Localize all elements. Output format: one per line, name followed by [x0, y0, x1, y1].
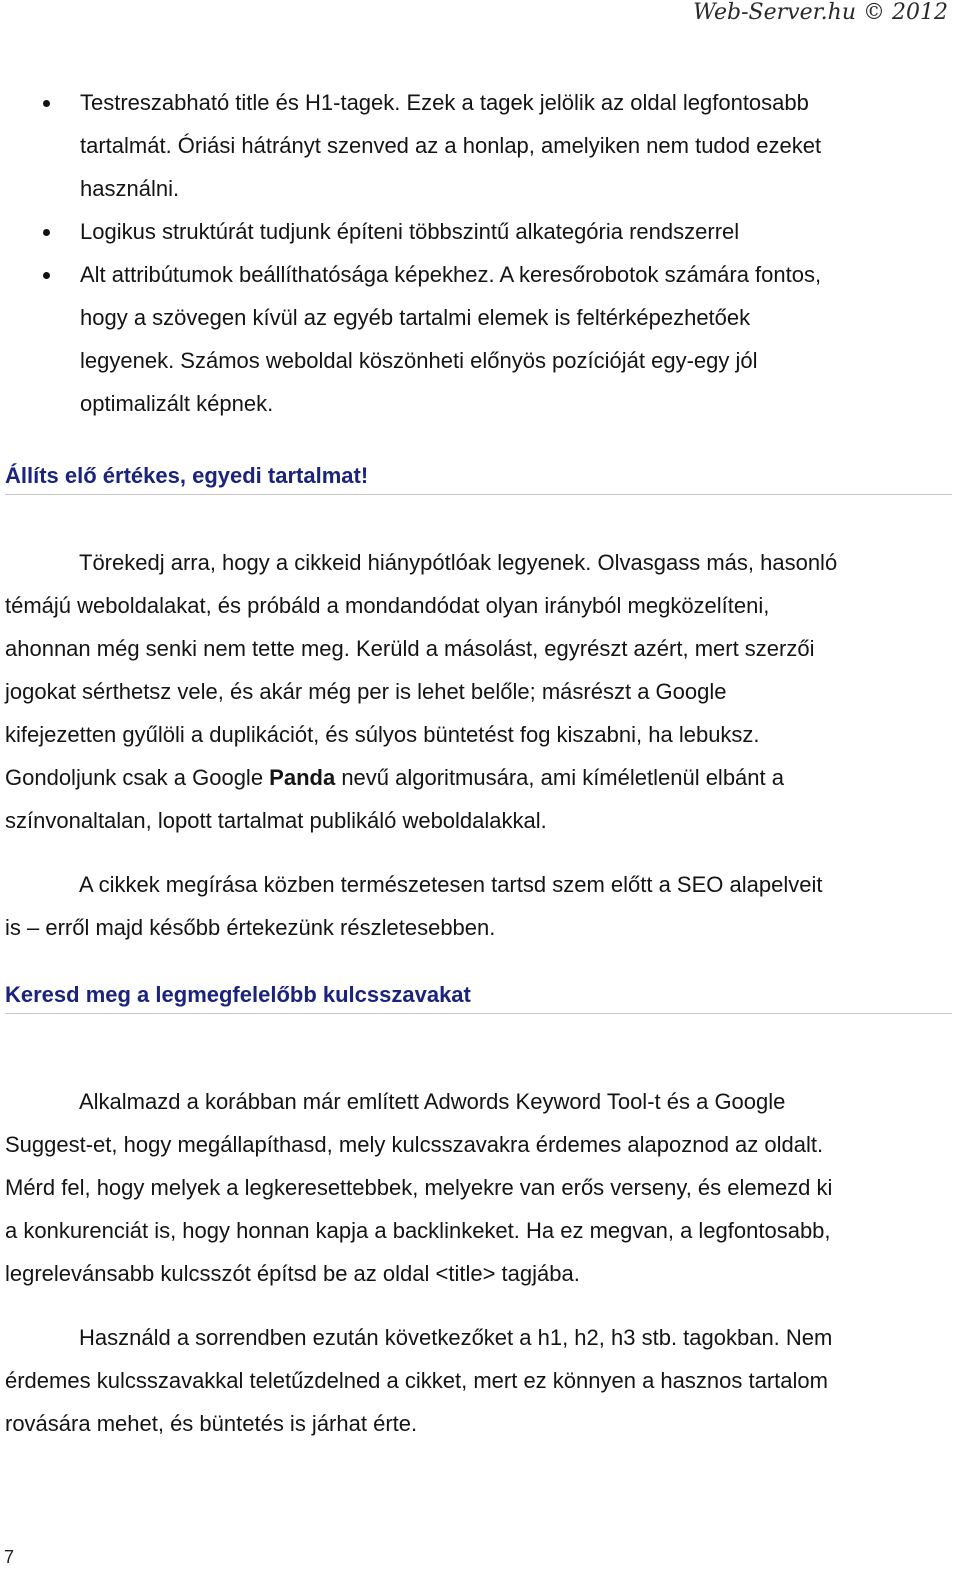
- feature-bullet-list: [0, 81, 948, 425]
- bullet-line: optimalizált képnek.: [80, 391, 274, 416]
- bullet-dot-icon: [43, 272, 50, 279]
- text-fragment: Gondoljunk csak a Google: [5, 765, 270, 790]
- text-line: [5, 756, 950, 799]
- bullet-dot-icon: [43, 100, 50, 107]
- paragraph-unique-content: [5, 541, 950, 842]
- text-line: Mérd fel, hogy melyek a legkeresettebbek, melyekre van erős verseny, és elemezd ki: [5, 1175, 833, 1200]
- text-line: Használd a sorrendben ezután következőket a h1, h2, h3 stb. tagokban. Nem: [79, 1325, 833, 1350]
- text-line: Alkalmazd a korábban már említett Adwords Keyword Tool-t és a Google: [79, 1089, 786, 1114]
- text-line: témájú weboldalakat, és próbáld a mondandódat olyan irányból megközelíteni,: [5, 593, 770, 618]
- bullet-item: [0, 81, 948, 210]
- text-line: A cikkek megírása közben természetesen tartsd szem előtt a SEO alapelveit: [79, 872, 823, 897]
- text-line: érdemes kulcsszavakkal teletűzdelned a cikket, mert ez könnyen a hasznos tartalom: [5, 1368, 828, 1393]
- text-line: a konkurenciát is, hogy honnan kapja a backlinkeket. Ha ez megvan, a legfontosabb,: [5, 1218, 831, 1243]
- bullet-line: Alt attribútumok beállíthatósága képekhez. A keresőrobotok számára fontos,: [80, 262, 822, 287]
- paragraph-keyword-research: [5, 1080, 950, 1295]
- bullet-item: [0, 253, 948, 425]
- text-line: rovására mehet, és büntetés is járhat érte.: [5, 1411, 418, 1436]
- text-line: jogokat sérthetsz vele, és akár még per is lehet belőle; másrészt a Google: [5, 679, 727, 704]
- text-line: is – erről majd később értekezünk részletesebben.: [5, 915, 496, 940]
- bullet-line: hogy a szövegen kívül az egyéb tartalmi elemek is feltérképezhetőek: [80, 305, 751, 330]
- text-line: kifejezetten gyűlöli a duplikációt, és súlyos büntetést fog kiszabni, ha lebuksz.: [5, 722, 760, 747]
- section-heading-keywords: Keresd meg a legmegfelelőbb kulcsszavakat: [5, 981, 952, 1014]
- bullet-line: Logikus struktúrát tudjunk építeni többszintű alkategória rendszerrel: [80, 219, 740, 244]
- text-fragment: nevű algoritmusára, ami kíméletlenül elbánt a: [335, 765, 784, 790]
- text-line: ahonnan még senki nem tette meg. Kerüld a másolást, egyrészt azért, mert szerzői: [5, 636, 815, 661]
- bullet-line: legyenek. Számos weboldal köszönheti előnyös pozícióját egy-egy jól: [80, 348, 758, 373]
- bullet-line: Testreszabható title és H1-tagek. Ezek a tagek jelölik az oldal legfontosabb: [80, 90, 809, 115]
- panda-emphasis: Panda: [269, 765, 336, 790]
- paragraph-seo-principles: [5, 863, 950, 949]
- section-heading-unique-content: Állíts elő értékes, egyedi tartalmat!: [5, 462, 952, 495]
- text-line: legrelevánsabb kulcsszót építsd be az oldal <title> tagjába.: [5, 1261, 580, 1286]
- header-brand: Web-Server.hu © 2012: [693, 0, 948, 25]
- bullet-line: használni.: [80, 176, 180, 201]
- paragraph-heading-tags: [5, 1316, 950, 1445]
- page-number: 7: [4, 1547, 15, 1567]
- text-line: Törekedj arra, hogy a cikkeid hiánypótlóak legyenek. Olvasgass más, hasonló: [79, 550, 838, 575]
- bullet-item: [0, 210, 948, 253]
- bullet-line: tartalmát. Óriási hátrányt szenved az a honlap, amelyiken nem tudod ezeket: [80, 133, 822, 158]
- text-line: színvonaltalan, lopott tartalmat publikáló weboldalakkal.: [5, 808, 547, 833]
- text-line: Suggest-et, hogy megállapíthasd, mely kulcsszavakra érdemes alapoznod az oldalt.: [5, 1132, 824, 1157]
- bullet-dot-icon: [43, 229, 50, 236]
